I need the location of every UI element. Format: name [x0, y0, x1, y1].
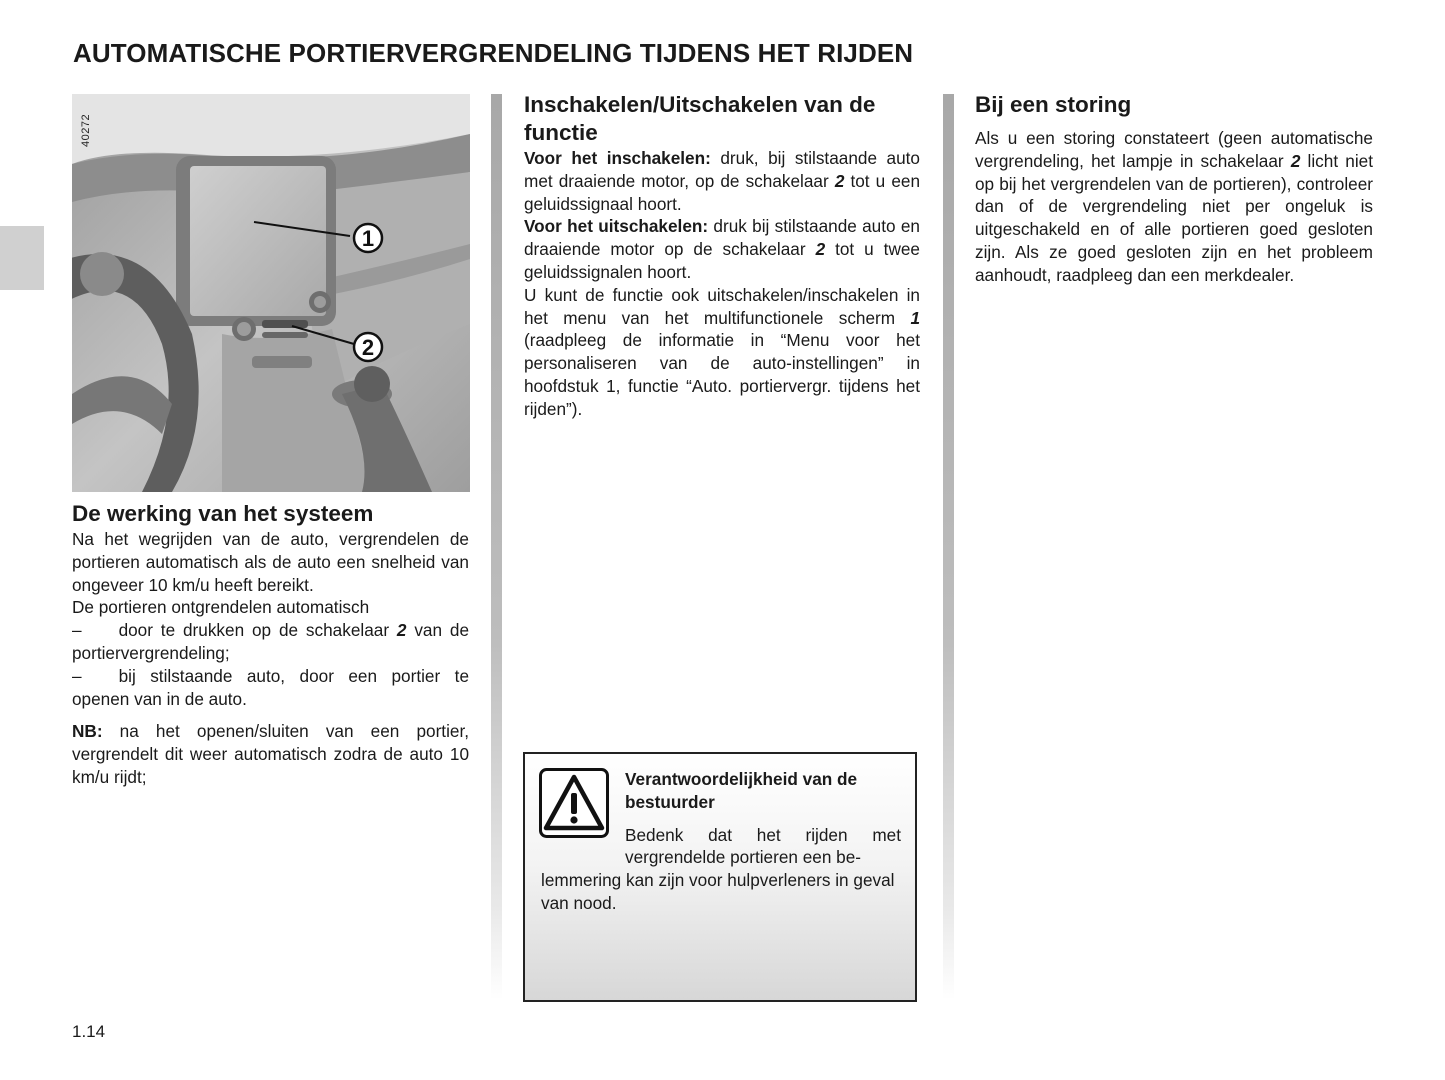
- switch-ref: 2: [834, 170, 845, 191]
- switch-ref: 2: [396, 620, 407, 641]
- bullet-text: door te drukken op de schakelaar: [118, 620, 397, 641]
- paragraph-lock: Na het wegrijden van de auto, vergrendelen de portieren automatisch als de auto een snelheid van ongeveer 10 km/u heeft bereikt.: [72, 529, 469, 595]
- column-divider-1: [491, 94, 502, 1000]
- paragraph-menu: [524, 284, 920, 421]
- paragraph-enable: [524, 147, 920, 215]
- heading-malfunction: Bij een storing: [975, 92, 1132, 117]
- callout-1: 1: [361, 226, 375, 251]
- bullet-dash: –: [72, 620, 82, 641]
- paragraph-malfunction: [975, 127, 1373, 287]
- note-text: na het openen/sluiten van een portier, vergrendelt dit weer automatisch zodra de auto 10 km/u rijdt;: [72, 721, 469, 787]
- dashboard-illustration: [72, 94, 470, 492]
- warning-box: [523, 752, 917, 1002]
- bullet-item-door: [72, 665, 469, 711]
- bullet-text: van de portiervergrendeling;: [72, 620, 469, 663]
- bullet-item-switch: [72, 619, 469, 665]
- paragraph-unlock: De portieren ontgrendelen automatisch: [72, 597, 370, 618]
- disable-text-end: tot u twee geluidssignalen hoort.: [524, 239, 920, 282]
- menu-text-end: (raadpleeg de informatie in “Menu voor het personaliseren van de auto-instellingen” in hoofdstuk 1, functie “Auto. portiervergr. tijdens het rijden”).: [524, 330, 920, 419]
- column-divider-2: [943, 94, 954, 1000]
- note-paragraph: [72, 720, 469, 788]
- figure-number: 40272: [80, 113, 92, 147]
- enable-text-end: tot u een geluidssignaal hoort.: [524, 170, 921, 214]
- page-number: 1.14: [72, 1022, 106, 1041]
- enable-text: druk, bij stilstaande auto met draaiende motor, op de schakelaar: [524, 148, 920, 191]
- enable-label: Voor het inschakelen:: [524, 148, 711, 168]
- malfunction-text: Als u een storing constateert (geen automatische vergrendeling, het lampje in schakelaar: [975, 128, 1373, 171]
- warning-heading: Verantwoordelijkheid van de bestuurder: [625, 769, 858, 812]
- left-column: [72, 500, 469, 789]
- heading-system-operation: De werking van het systeem: [72, 501, 374, 526]
- screen-ref: 1: [910, 307, 920, 328]
- bullet-text: bij stilstaande auto, door een portier te openen van in de auto.: [72, 665, 469, 709]
- note-label: NB:: [72, 721, 103, 742]
- chapter-tab: [0, 226, 44, 290]
- menu-text: U kunt de functie ook uitschakelen/inschakelen in het menu van het multifunctionele scherm: [524, 284, 920, 328]
- middle-column: [524, 91, 920, 421]
- disable-label: Voor het uitschakelen:: [524, 216, 709, 237]
- right-column: [975, 91, 1373, 287]
- warning-body-start: Bedenk dat het rijden met vergrendelde portieren een be-: [625, 824, 901, 868]
- warning-body-rest: lemmering kan zijn voor hulpverleners in geval van nood.: [541, 870, 895, 913]
- switch-ref: 2: [1290, 150, 1301, 171]
- callout-2: 2: [361, 335, 375, 360]
- paragraph-disable: [524, 215, 920, 283]
- heading-enable-disable: Inschakelen/Uitschakelen van de functie: [524, 92, 876, 145]
- page-title: AUTOMATISCHE PORTIERVERGRENDELING TIJDENS HET RIJDEN: [73, 38, 914, 68]
- disable-text: druk bij stilstaande auto en draaiende motor op de schakelaar: [524, 216, 920, 260]
- switch-ref: 2: [815, 239, 826, 260]
- bullet-dash: –: [72, 665, 82, 686]
- malfunction-text-end: licht niet op bij het vergrendelen van de portieren), controleer dan of de vergrendeling niet per ongeluk is uitgeschakeld en of alle portieren goed gesloten zijn. Als ze goed gesloten zijn en het probleem aanhoudt, raadpleeg dan een merkdealer.: [975, 150, 1373, 285]
